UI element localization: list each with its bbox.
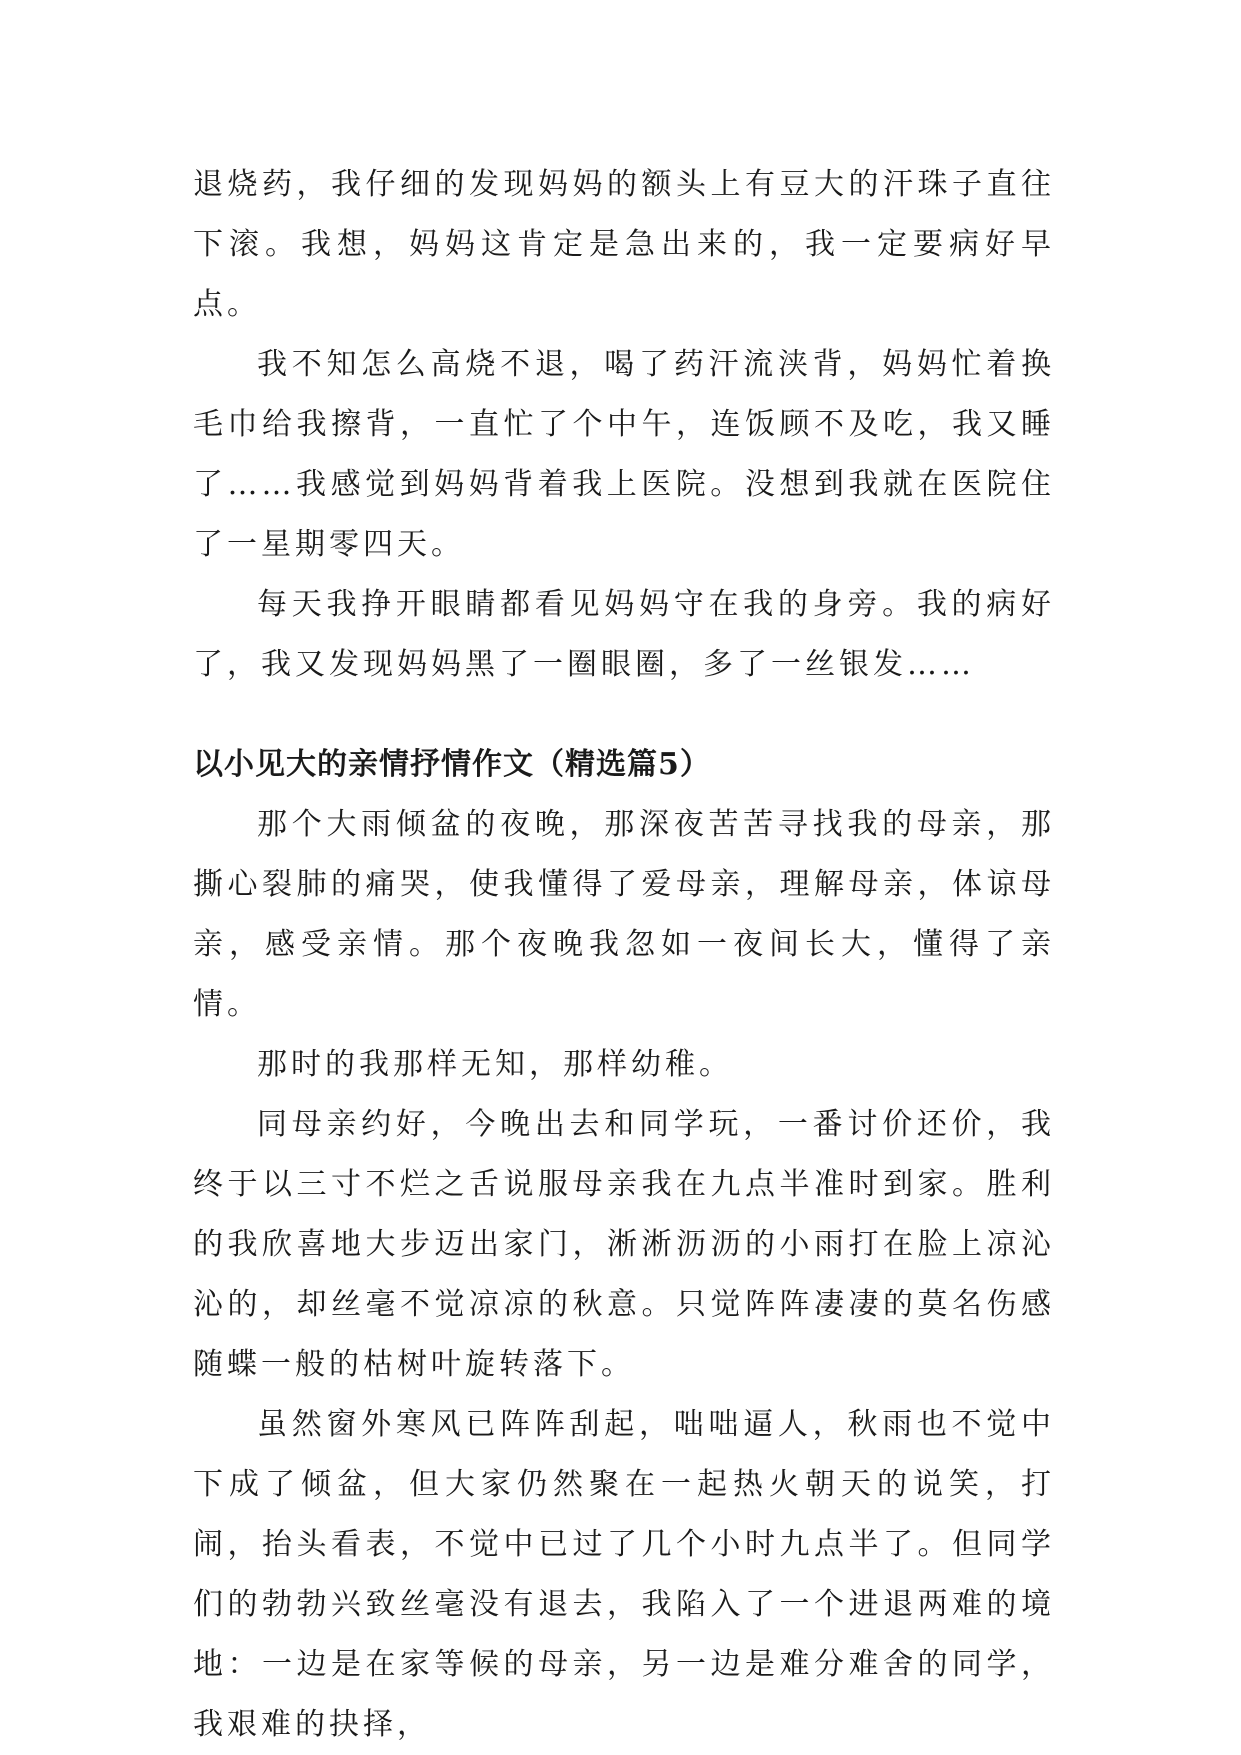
paragraph-2: 我不知怎么高烧不退，喝了药汗流浃背，妈妈忙着换毛巾给我擦背，一直忙了个中午，连饭顾不及吃，我又睡了……我感觉到妈妈背着我上医院。没想到我就在医院住了一星期零四天。 xyxy=(193,347,1055,562)
document-page xyxy=(193,155,1055,1755)
paragraph-7: 虽然窗外寒风已阵阵刮起，咄咄逼人，秋雨也不觉中下成了倾盆，但大家仍然聚在一起热火朝天的说笑，打闹，抬头看表，不觉中已过了几个小时九点半了。但同学们的勃勃兴致丝毫没有退去，我陷入了一个进退两难的境地：一边是在家等候的母亲，另一边是难分难舍的同学，我艰难的抉择， xyxy=(193,1407,1055,1742)
paragraph-1: 退烧药，我仔细的发现妈妈的额头上有豆大的汗珠子直往下滚。我想，妈妈这肯定是急出来的，我一定要病好早点。 xyxy=(193,167,1055,322)
paragraph-4: 那个大雨倾盆的夜晚，那深夜苦苦寻找我的母亲，那撕心裂肺的痛哭，使我懂得了爱母亲，理解母亲，体谅母亲，感受亲情。那个夜晚我忽如一夜间长大，懂得了亲情。 xyxy=(193,807,1055,1022)
paragraph-5: 那时的我那样无知，那样幼稚。 xyxy=(257,1047,733,1082)
paragraph-3: 每天我挣开眼睛都看见妈妈守在我的身旁。我的病好了，我又发现妈妈黑了一圈眼圈，多了一丝银发…… xyxy=(193,587,1055,682)
paragraph-6: 同母亲约好，今晚出去和同学玩，一番讨价还价，我终于以三寸不烂之舌说服母亲我在九点半准时到家。胜利的我欣喜地大步迈出家门，淅淅沥沥的小雨打在脸上凉沁沁的，却丝毫不觉凉凉的秋意。只觉阵阵凄凄的莫名伤感随蝶一般的枯树叶旋转落下。 xyxy=(193,1107,1055,1382)
section-title: 以小见大的亲情抒情作文（精选篇5） xyxy=(193,747,711,782)
